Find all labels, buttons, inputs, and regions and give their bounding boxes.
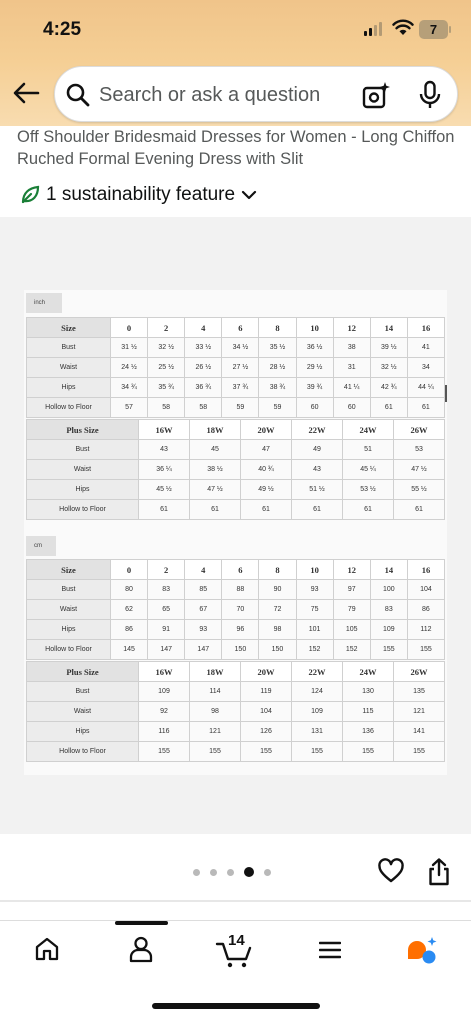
- table-cell: 100: [370, 580, 407, 600]
- active-tab-indicator: [115, 921, 168, 925]
- table-cell: 92: [139, 702, 190, 722]
- table-cell: 105: [333, 620, 370, 640]
- table-cell: 121: [190, 722, 241, 742]
- table-cell: 96: [222, 620, 259, 640]
- table-cell: 116: [139, 722, 190, 742]
- account-icon[interactable]: [128, 935, 154, 963]
- table-cell: 24W: [343, 662, 394, 682]
- table-cell: 47 ½: [190, 480, 241, 500]
- table-cell: 126: [241, 722, 292, 742]
- table-cell: 155: [292, 742, 343, 762]
- table-cell: 14: [370, 560, 407, 580]
- search-header: [0, 62, 471, 126]
- table-cell: 131: [292, 722, 343, 742]
- table-cell: 47 ½: [394, 460, 445, 480]
- table-row: [27, 580, 445, 600]
- row-label: Hollow to Floor: [27, 742, 139, 762]
- table-cell: 51: [343, 440, 394, 460]
- table-cell: 109: [370, 620, 407, 640]
- row-label: Hips: [27, 378, 111, 398]
- table-cell: 41: [407, 338, 444, 358]
- home-icon[interactable]: [34, 936, 60, 962]
- row-label: Bust: [27, 440, 139, 460]
- microphone-icon[interactable]: [417, 80, 443, 110]
- table-cell: 43: [139, 440, 190, 460]
- table-cell: 155: [394, 742, 445, 762]
- table-cell: 112: [407, 620, 444, 640]
- table-row: [27, 702, 445, 722]
- row-label: Size: [27, 560, 111, 580]
- back-arrow-icon[interactable]: [10, 77, 42, 109]
- table-cell: 35 ¾: [148, 378, 185, 398]
- table-cell: 101: [296, 620, 333, 640]
- table-cell: 61: [292, 500, 343, 520]
- table-cell: 147: [148, 640, 185, 660]
- table-cell: 61: [241, 500, 292, 520]
- table-cell: 43: [292, 460, 343, 480]
- table-cell: 88: [222, 580, 259, 600]
- table-row: [27, 460, 445, 480]
- table-cell: 40 ¾: [241, 460, 292, 480]
- carousel-dot[interactable]: [227, 869, 234, 876]
- table-cell: 90: [259, 580, 296, 600]
- row-label: Bust: [27, 338, 111, 358]
- table-cell: 45 ½: [139, 480, 190, 500]
- table-cell: 104: [407, 580, 444, 600]
- row-label: Waist: [27, 702, 139, 722]
- table-cell: 39 ¾: [296, 378, 333, 398]
- table-cell: 152: [296, 640, 333, 660]
- table-row: [27, 722, 445, 742]
- table-cell: 34: [407, 358, 444, 378]
- table-cell: 37 ¾: [222, 378, 259, 398]
- share-icon[interactable]: [426, 857, 452, 887]
- table-cell: 97: [333, 580, 370, 600]
- table-cell: 104: [241, 702, 292, 722]
- table-cell: 36 ½: [296, 338, 333, 358]
- table-row: [27, 378, 445, 398]
- table-row: [27, 500, 445, 520]
- table-cell: 8: [259, 560, 296, 580]
- row-label: Plus Size: [27, 662, 139, 682]
- table-cell: 98: [190, 702, 241, 722]
- sustainability-label: 1 sustainability feature: [46, 184, 236, 205]
- table-cell: 93: [185, 620, 222, 640]
- table-cell: 49: [292, 440, 343, 460]
- row-label: Hips: [27, 480, 139, 500]
- table-header-row: [27, 420, 445, 440]
- table-cell: 155: [370, 640, 407, 660]
- search-icon: [65, 82, 91, 108]
- table-row: [27, 640, 445, 660]
- cart-icon[interactable]: [215, 940, 255, 968]
- table-cell: 34 ¾: [111, 378, 148, 398]
- leaf-icon: [20, 185, 40, 205]
- table-cell: 26 ½: [185, 358, 222, 378]
- table-cell: 121: [394, 702, 445, 722]
- table-cell: 16: [407, 560, 444, 580]
- table-cell: 32 ½: [370, 358, 407, 378]
- table-cell: 119: [241, 682, 292, 702]
- table-cell: 93: [296, 580, 333, 600]
- table-cell: 31 ½: [111, 338, 148, 358]
- table-cell: 26W: [394, 662, 445, 682]
- row-label: Bust: [27, 682, 139, 702]
- table-cell: 60: [296, 398, 333, 418]
- table-cell: 0: [111, 318, 148, 338]
- table-cell: 55 ½: [394, 480, 445, 500]
- size-table-cm: [26, 559, 445, 660]
- table-header-row: [27, 662, 445, 682]
- chevron-down-icon: [241, 189, 257, 201]
- rufus-chat-icon[interactable]: [405, 936, 439, 966]
- table-cell: 49 ½: [241, 480, 292, 500]
- row-label: Hips: [27, 620, 111, 640]
- table-cell: 38 ½: [190, 460, 241, 480]
- table-cell: 53: [394, 440, 445, 460]
- table-row: [27, 440, 445, 460]
- table-cell: 6: [222, 560, 259, 580]
- table-cell: 35 ½: [259, 338, 296, 358]
- table-cell: 25 ½: [148, 358, 185, 378]
- battery-icon: 7: [419, 20, 448, 39]
- search-bar[interactable]: [54, 66, 458, 122]
- table-cell: 32 ½: [148, 338, 185, 358]
- table-cell: 130: [343, 682, 394, 702]
- table-cell: 145: [111, 640, 148, 660]
- table-cell: 41 ¼: [333, 378, 370, 398]
- table-cell: 115: [343, 702, 394, 722]
- search-input[interactable]: Search or ask a question: [99, 84, 321, 106]
- table-cell: 150: [259, 640, 296, 660]
- carousel-dot[interactable]: [264, 869, 271, 876]
- table-row: [27, 620, 445, 640]
- row-label: Hollow to Floor: [27, 398, 111, 418]
- table-cell: 61: [139, 500, 190, 520]
- table-cell: 12: [333, 318, 370, 338]
- table-cell: 62: [111, 600, 148, 620]
- table-cell: 150: [222, 640, 259, 660]
- table-row: [27, 600, 445, 620]
- table-cell: 59: [222, 398, 259, 418]
- table-row: [27, 480, 445, 500]
- table-cell: 109: [292, 702, 343, 722]
- table-cell: 24W: [343, 420, 394, 440]
- table-cell: 16W: [139, 420, 190, 440]
- row-label: Plus Size: [27, 420, 139, 440]
- table-cell: 155: [407, 640, 444, 660]
- table-cell: 135: [394, 682, 445, 702]
- table-cell: 141: [394, 722, 445, 742]
- table-cell: 10: [296, 318, 333, 338]
- table-cell: 61: [407, 398, 444, 418]
- table-cell: 45 ¼: [343, 460, 394, 480]
- table-cell: 47: [241, 440, 292, 460]
- table-cell: 38 ¾: [259, 378, 296, 398]
- table-cell: 6: [222, 318, 259, 338]
- table-cell: 67: [185, 600, 222, 620]
- table-cell: 51 ½: [292, 480, 343, 500]
- menu-icon[interactable]: [319, 940, 341, 960]
- divider: [0, 900, 471, 902]
- table-cell: 22W: [292, 420, 343, 440]
- row-label: Waist: [27, 460, 139, 480]
- unit-label-inch: inch: [26, 293, 62, 313]
- image-carousel-indicator: [193, 867, 271, 877]
- sustainability-feature[interactable]: [20, 184, 257, 206]
- row-label: Waist: [27, 600, 111, 620]
- table-row: [27, 682, 445, 702]
- table-cell: 85: [185, 580, 222, 600]
- table-cell: 91: [148, 620, 185, 640]
- table-cell: 86: [407, 600, 444, 620]
- status-bar: [0, 0, 471, 62]
- row-label: Waist: [27, 358, 111, 378]
- table-cell: 8: [259, 318, 296, 338]
- wifi-icon: [392, 19, 414, 36]
- table-cell: 70: [222, 600, 259, 620]
- carousel-dot[interactable]: [210, 869, 217, 876]
- table-cell: 20W: [241, 420, 292, 440]
- table-cell: 44 ¼: [407, 378, 444, 398]
- table-cell: 59: [259, 398, 296, 418]
- table-cell: 18W: [190, 420, 241, 440]
- table-cell: 61: [343, 500, 394, 520]
- table-cell: 26W: [394, 420, 445, 440]
- table-cell: 2: [148, 560, 185, 580]
- table-cell: 53 ½: [343, 480, 394, 500]
- table-cell: 22W: [292, 662, 343, 682]
- table-cell: 60: [333, 398, 370, 418]
- table-cell: 79: [333, 600, 370, 620]
- table-cell: 61: [394, 500, 445, 520]
- table-header-row: [27, 560, 445, 580]
- table-cell: 155: [190, 742, 241, 762]
- table-cell: 58: [185, 398, 222, 418]
- image-edge-mark: [445, 385, 447, 402]
- table-cell: 80: [111, 580, 148, 600]
- table-header-row: [27, 318, 445, 338]
- heart-icon[interactable]: [377, 857, 405, 885]
- size-table-inch: [26, 317, 445, 418]
- table-cell: 14: [370, 318, 407, 338]
- table-cell: 61: [190, 500, 241, 520]
- table-cell: 38: [333, 338, 370, 358]
- table-cell: 31: [333, 358, 370, 378]
- camera-lens-icon[interactable]: [361, 81, 391, 111]
- table-cell: 57: [111, 398, 148, 418]
- table-cell: 155: [139, 742, 190, 762]
- table-cell: 16: [407, 318, 444, 338]
- table-cell: 34 ½: [222, 338, 259, 358]
- table-cell: 20W: [241, 662, 292, 682]
- table-cell: 155: [241, 742, 292, 762]
- plus-size-table-cm: [26, 661, 445, 762]
- table-cell: 18W: [190, 662, 241, 682]
- unit-label-cm: cm: [26, 536, 56, 556]
- row-label: Hips: [27, 722, 139, 742]
- table-cell: 42 ¾: [370, 378, 407, 398]
- row-label: Size: [27, 318, 111, 338]
- table-cell: 0: [111, 560, 148, 580]
- table-cell: 86: [111, 620, 148, 640]
- table-cell: 12: [333, 560, 370, 580]
- table-cell: 61: [370, 398, 407, 418]
- table-cell: 152: [333, 640, 370, 660]
- plus-size-table-inch: [26, 419, 445, 520]
- table-cell: 136: [343, 722, 394, 742]
- cart-count: 14: [228, 932, 245, 949]
- table-cell: 124: [292, 682, 343, 702]
- table-cell: 29 ½: [296, 358, 333, 378]
- table-cell: 10: [296, 560, 333, 580]
- table-cell: 109: [139, 682, 190, 702]
- table-cell: 36 ¼: [139, 460, 190, 480]
- table-cell: 4: [185, 560, 222, 580]
- table-cell: 98: [259, 620, 296, 640]
- status-time: 4:25: [43, 19, 82, 40]
- home-indicator: [152, 1003, 320, 1009]
- table-cell: 114: [190, 682, 241, 702]
- row-label: Hollow to Floor: [27, 500, 139, 520]
- table-cell: 28 ½: [259, 358, 296, 378]
- table-cell: 2: [148, 318, 185, 338]
- table-cell: 4: [185, 318, 222, 338]
- row-label: Bust: [27, 580, 111, 600]
- table-cell: 16W: [139, 662, 190, 682]
- carousel-dot[interactable]: [244, 867, 254, 877]
- table-cell: 58: [148, 398, 185, 418]
- table-cell: 24 ½: [111, 358, 148, 378]
- table-row: [27, 742, 445, 762]
- carousel-dot[interactable]: [193, 869, 200, 876]
- product-title[interactable]: Off Shoulder Bridesmaid Dresses for Women - Long Chiffon Ruched Formal Evening Dress with Slit: [17, 128, 455, 168]
- table-cell: 65: [148, 600, 185, 620]
- table-cell: 39 ½: [370, 338, 407, 358]
- table-row: [27, 398, 445, 418]
- table-cell: 27 ½: [222, 358, 259, 378]
- table-row: [27, 358, 445, 378]
- table-cell: 147: [185, 640, 222, 660]
- table-cell: 45: [190, 440, 241, 460]
- row-label: Hollow to Floor: [27, 640, 111, 660]
- table-cell: 33 ½: [185, 338, 222, 358]
- table-cell: 75: [296, 600, 333, 620]
- table-cell: 36 ¾: [185, 378, 222, 398]
- table-cell: 83: [370, 600, 407, 620]
- table-cell: 155: [343, 742, 394, 762]
- table-cell: 83: [148, 580, 185, 600]
- table-row: [27, 338, 445, 358]
- signal-icon: [364, 22, 382, 36]
- table-cell: 72: [259, 600, 296, 620]
